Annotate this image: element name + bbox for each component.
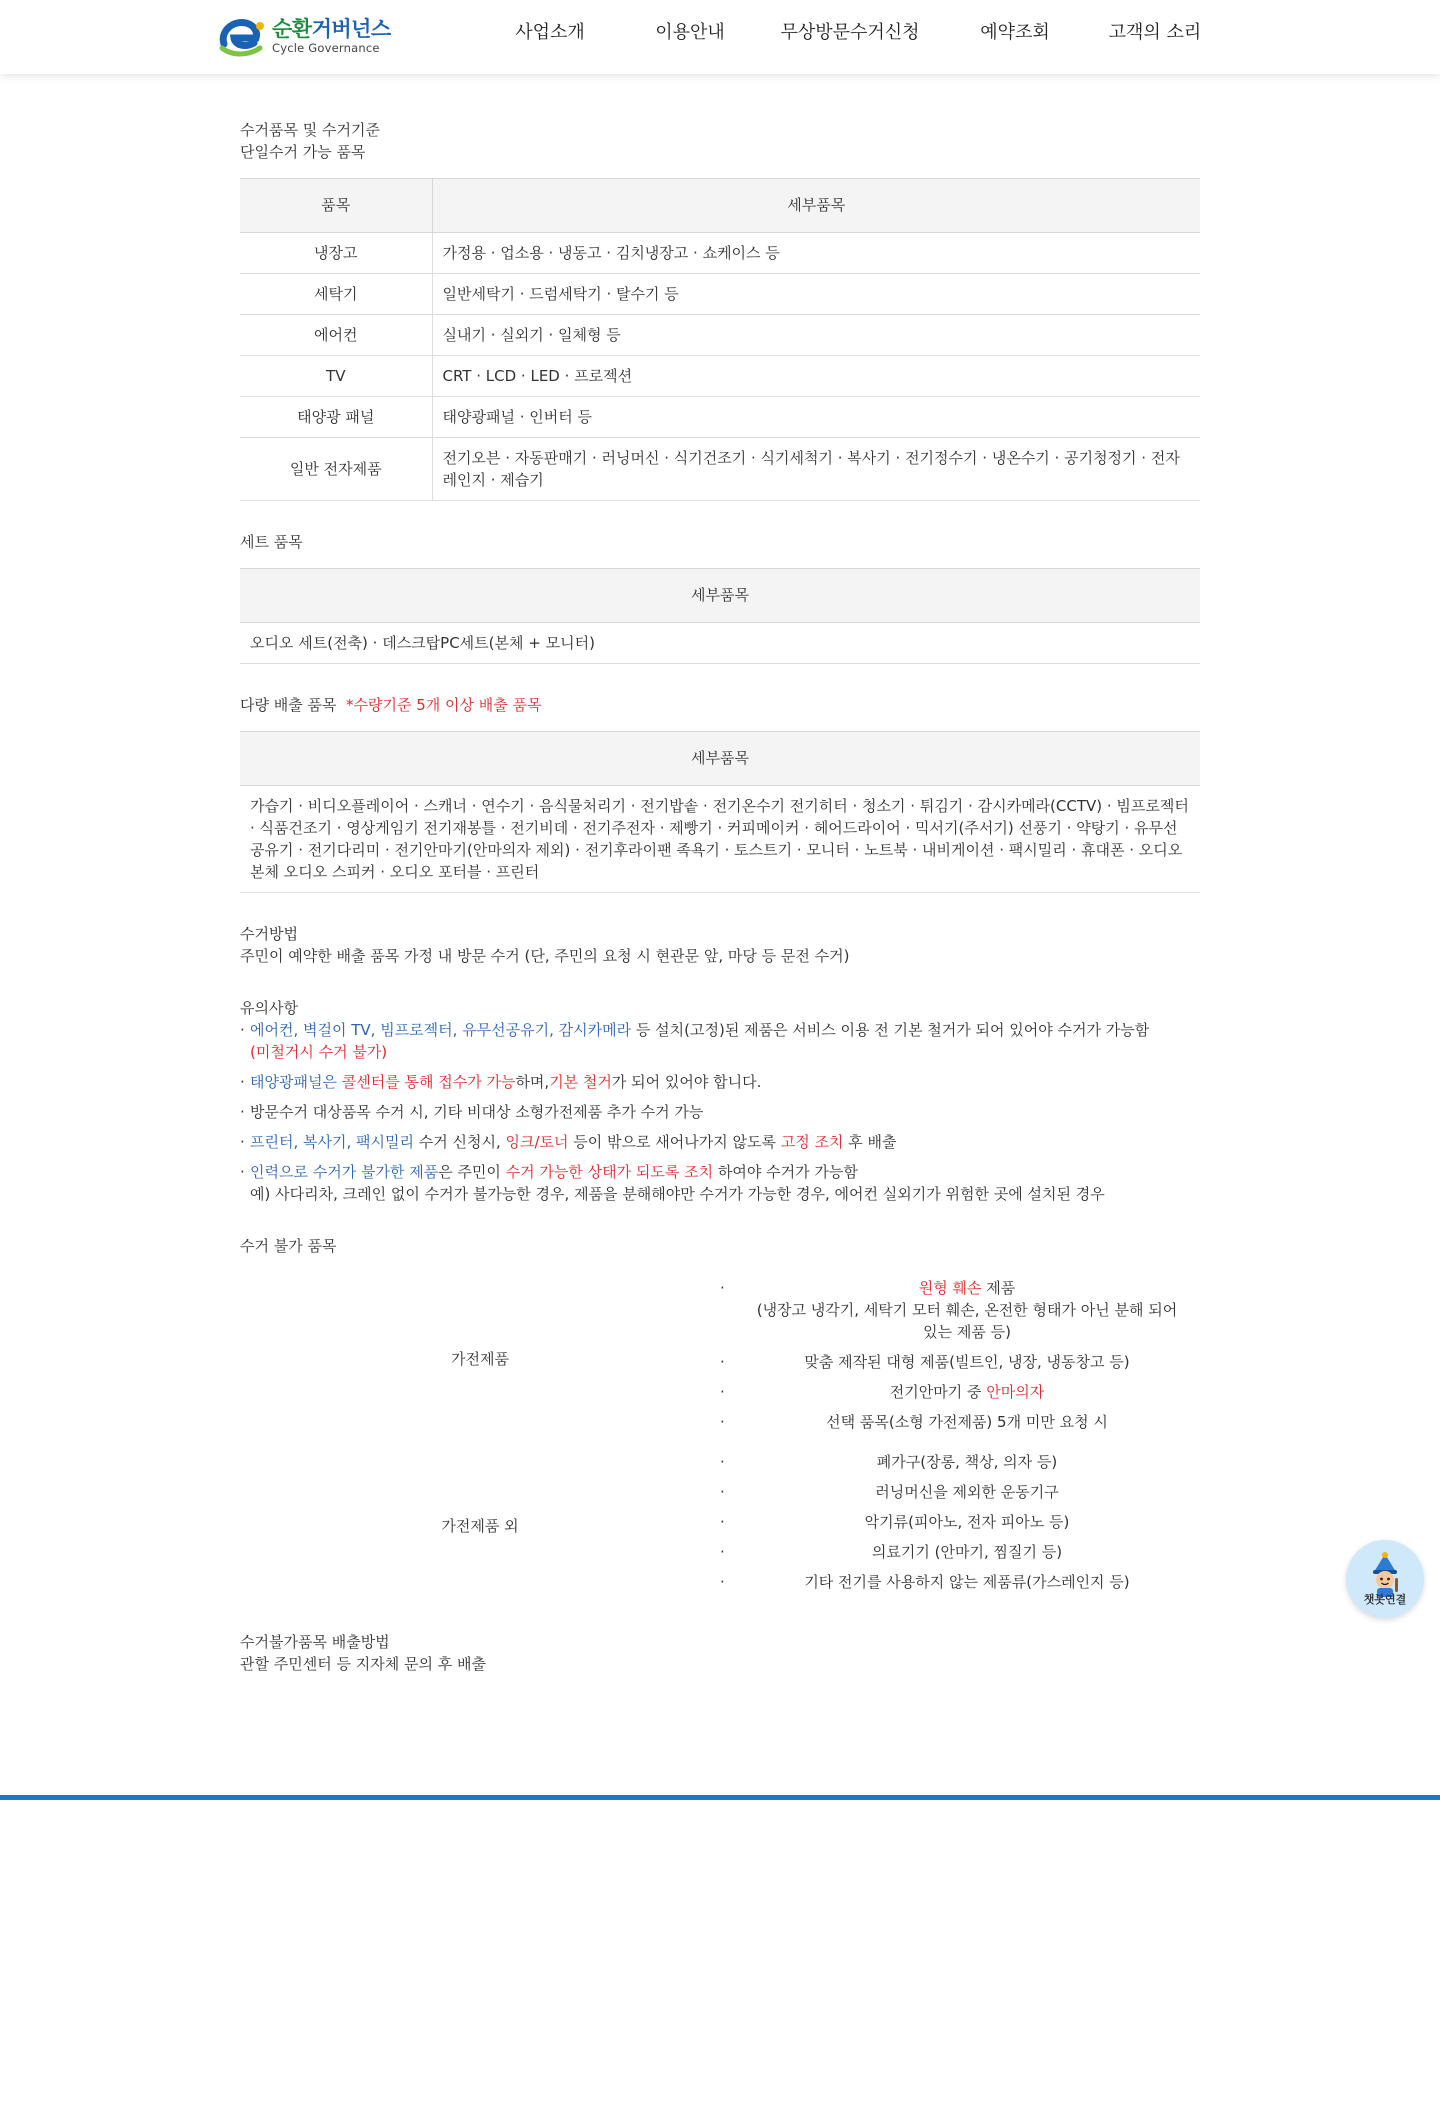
section-title-set-items: 세트 품목 <box>240 533 303 551</box>
method-text: 주민이 예약한 배출 품목 가정 내 방문 수거 (단, 주민의 요청 시 현관문 앞, 마당 등 문전 수거) <box>240 947 850 965</box>
note-highlight-blue: 인력으로 수거가 불가한 제품 <box>250 1163 439 1181</box>
item-text: 제품 <box>981 1279 1016 1297</box>
bulk-items-quantity-note: *수량기준 5개 이상 배출 품목 <box>346 696 542 714</box>
section-subtitle-single-items: 단일수거 가능 품목 <box>240 143 366 161</box>
note-highlight-red: 잉크/토너 <box>505 1133 569 1151</box>
nav-about[interactable]: 사업소개 <box>515 22 585 43</box>
note-highlight-blue: 에어컨, 벽걸이 TV, 빔프로젝터, 유무선공유기, 감시카메라 <box>250 1021 632 1039</box>
non-collectable-others <box>240 1451 1200 1601</box>
detail-cell: 전기오븐 · 자동판매기 · 러닝머신 · 식기건조기 · 식기세척기 · 복사기 · 전기정수기 · 냉온수기 · 공기청정기 · 전자레인지 · 제습기 <box>432 438 1200 501</box>
table-row <box>240 274 1200 315</box>
single-items-table <box>240 178 1200 501</box>
note-example: 예) 사다리차, 크레인 없이 수거가 불가능한 경우, 제품을 분해해야만 수거가 가능한 경우, 에어컨 실외기가 위험한 곳에 설치된 경우 <box>250 1185 1105 1203</box>
footer-divider <box>0 1795 1440 1800</box>
list-item: · 폐가구(장롱, 책상, 의자 등) <box>720 1451 1200 1473</box>
note-text: 하며, <box>515 1073 550 1091</box>
note-text: 등이 밖으로 새어나가지 않도록 <box>568 1133 781 1151</box>
table-header-detail: 세부품목 <box>432 179 1200 233</box>
detail-cell: CRT · LCD · LED · 프로젝션 <box>432 356 1200 397</box>
detail-cell: 실내기 · 실외기 · 일체형 등 <box>432 315 1200 356</box>
table-row <box>240 623 1200 664</box>
section-title-disposal: 수거불가품목 배출방법 <box>240 1633 390 1651</box>
table-row <box>240 786 1200 893</box>
site-header <box>0 0 1440 74</box>
note-item-printer-ink <box>240 1131 1200 1153</box>
table-header-row <box>240 732 1200 786</box>
section-title-bulk-items <box>240 694 1200 716</box>
item-text: 전기안마기 중 <box>889 1383 987 1401</box>
logo-english-name: Cycle Governance <box>272 41 380 55</box>
note-highlight-red: (미철거시 수거 불가) <box>250 1043 388 1061</box>
item-cell: 일반 전자제품 <box>240 438 432 501</box>
item-cell: 세탁기 <box>240 274 432 315</box>
note-highlight-red: 기본 철거 <box>549 1073 612 1091</box>
logo-text <box>272 17 391 55</box>
note-item-manual-handling <box>240 1161 1200 1205</box>
item-highlight-red: 안마의자 <box>986 1383 1045 1401</box>
list-item: · 선택 품목(소형 가전제품) 5개 미만 요청 시 <box>720 1411 1200 1433</box>
note-text: 가 되어 있어야 합니다. <box>611 1073 762 1091</box>
bulk-items-table <box>240 731 1200 893</box>
table-row <box>240 233 1200 274</box>
item-cell: 에어컨 <box>240 315 432 356</box>
logo-ko-blue: 거버넌스 <box>311 17 391 41</box>
nav-customer-voice[interactable]: 고객의 소리 <box>1108 22 1202 43</box>
nav-reservation-lookup[interactable]: 예약조회 <box>980 22 1050 43</box>
table-header-item: 품목 <box>240 179 432 233</box>
table-row <box>240 356 1200 397</box>
category-items <box>720 1277 1200 1441</box>
notes-list <box>240 1019 1200 1205</box>
note-highlight-red: 콜센터를 통해 접수가 가능 <box>341 1073 516 1091</box>
note-text: 등 설치(고정)된 제품은 서비스 이용 전 기본 철거가 되어 있어야 수거가 가능함 <box>631 1021 1150 1039</box>
table-row <box>240 315 1200 356</box>
nav-guide[interactable]: 이용안내 <box>655 22 725 43</box>
main-nav <box>460 0 1240 66</box>
list-item: · 맞춤 제작된 대형 제품(빌트인, 냉장, 냉동창고 등) <box>720 1351 1200 1373</box>
logo-ko-green: 순환 <box>272 17 312 41</box>
logo-korean-name <box>272 17 391 41</box>
note-text: 하여야 수거가 가능함 <box>713 1163 858 1181</box>
note-text: 후 배출 <box>843 1133 897 1151</box>
non-collectable-appliances <box>240 1277 1200 1441</box>
section-title-collection-items: 수거품목 및 수거기준 <box>240 121 380 139</box>
detail-cell: 가습기 · 비디오플레이어 · 스캐너 · 연수기 · 음식물처리기 · 전기밥솥 · 전기온수기 전기히터 · 청소기 · 튀김기 · 감시카메라(CCTV) · 빔프로젝터 · 식품건조기 · 영상게임기 전기재봉틀 · 전기비데 · 전기주전자 · 제빵기 · 커피메이커 · 헤어드라이어 · 믹서기(주서기) 선풍기 · 약탕기 · 유무선공유기 · 전기다리미 · 전기안마기(안마의자 제외) · 전기후라이팬 족욕기 · 토스트기 · 모니터 · 노트북 · 내비게이션 · 팩시밀리 · 휴대폰 · 오디오 본체 오디오 스피커 · 오디오 포터블 · 프린터 <box>240 786 1200 893</box>
item-cell: TV <box>240 356 432 397</box>
list-item: · 의료기기 (안마기, 찜질기 등) <box>720 1541 1200 1563</box>
item-cell: 태양광 패널 <box>240 397 432 438</box>
table-row <box>240 397 1200 438</box>
section-title-notes: 유의사항 <box>240 999 298 1017</box>
table-header-detail: 세부품목 <box>240 732 1200 786</box>
category-label: 가전제품 외 <box>441 1517 519 1535</box>
note-highlight-blue: 프린터, 복사기, 팩시밀리 <box>250 1133 414 1151</box>
list-item <box>720 1381 1200 1403</box>
note-text: 은 주민이 <box>438 1163 506 1181</box>
detail-cell: 일반세탁기 · 드럼세탁기 · 탈수기 등 <box>432 274 1200 315</box>
table-header-row <box>240 179 1200 233</box>
note-highlight-red: 고정 조치 <box>780 1133 844 1151</box>
note-item-solar-panel <box>240 1071 1200 1093</box>
table-header-row <box>240 569 1200 623</box>
list-item <box>720 1277 1200 1343</box>
detail-cell: 오디오 세트(전축) · 데스크탑PC세트(본체 + 모니터) <box>240 623 1200 664</box>
chatbot-mascot-icon <box>1362 1552 1408 1598</box>
bulk-items-title: 다량 배출 품목 <box>240 696 337 714</box>
main-content <box>240 74 1200 1675</box>
detail-cell: 태양광패널 · 인버터 등 <box>432 397 1200 438</box>
note-text: 수거 신청시, <box>413 1133 506 1151</box>
chatbot-button[interactable] <box>1346 1540 1424 1618</box>
chatbot-label: 챗봇연결 <box>1363 1593 1407 1606</box>
site-logo[interactable] <box>218 14 391 58</box>
nav-free-pickup-request[interactable]: 무상방문수거신청 <box>780 22 920 43</box>
note-item-install-removal <box>240 1019 1200 1063</box>
item-highlight-red: 원형 훼손 <box>918 1279 982 1297</box>
list-item: · 악기류(피아노, 전자 피아노 등) <box>720 1511 1200 1533</box>
note-highlight-blue: 태양광패널은 <box>250 1073 337 1091</box>
detail-cell: 가정용 · 업소용 · 냉동고 · 김치냉장고 · 쇼케이스 등 <box>432 233 1200 274</box>
section-title-non-collectable: 수거 불가 품목 <box>240 1237 337 1255</box>
category-label: 가전제품 <box>451 1350 509 1368</box>
logo-e-icon <box>218 14 268 58</box>
list-item: · 기타 전기를 사용하지 않는 제품류(가스레인지 등) <box>720 1571 1200 1593</box>
category-items <box>720 1451 1200 1601</box>
disposal-text: 관할 주민센터 등 지자체 문의 후 배출 <box>240 1655 486 1673</box>
section-title-method: 수거방법 <box>240 925 298 943</box>
item-cell: 냉장고 <box>240 233 432 274</box>
list-item: · 러닝머신을 제외한 운동기구 <box>720 1481 1200 1503</box>
note-item-additional-pickup: · 방문수거 대상품목 수거 시, 기타 비대상 소형가전제품 추가 수거 가능 <box>240 1101 1200 1123</box>
item-subtext: (냉장고 냉각기, 세탁기 모터 훼손, 온전한 형태가 아닌 분해 되어 있는 제품 등) <box>756 1301 1178 1341</box>
set-items-table <box>240 568 1200 664</box>
note-highlight-red: 수거 가능한 상태가 되도록 조치 <box>505 1163 714 1181</box>
table-row <box>240 438 1200 501</box>
table-header-detail: 세부품목 <box>240 569 1200 623</box>
